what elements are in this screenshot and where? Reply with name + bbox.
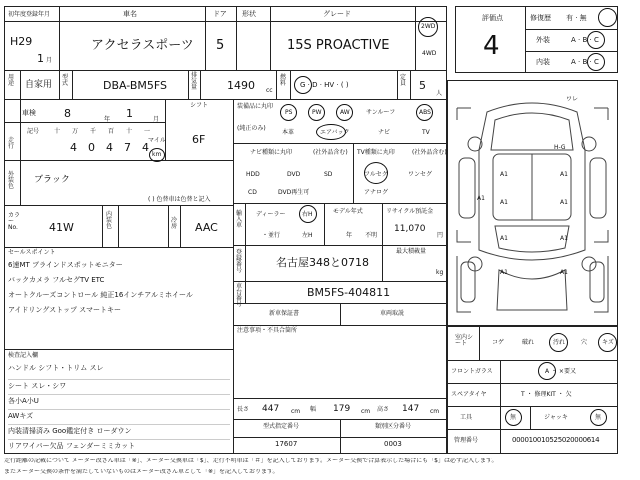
inspection-month: 1 (126, 107, 133, 120)
exterior-eval-options: A · B · C (571, 36, 599, 44)
model-year-label: モデル年式 (333, 208, 363, 215)
inspector-notes (8, 365, 230, 455)
score-value: 4 (483, 31, 500, 61)
equipment-subtitle: (純正のみ) (237, 125, 266, 132)
equip-aw: AW (340, 109, 350, 116)
interior-eval-circle (587, 53, 605, 71)
first-reg-label: 初年度登録年月 (8, 11, 51, 18)
length-value: 447 (262, 404, 280, 414)
import-label: 輸入車 (236, 210, 243, 229)
reg-month-unit: 月 (46, 57, 53, 64)
use-value: 自家用 (25, 80, 53, 90)
footer-line-1: 走行距離の記載について メーター改ざん車は「※」、メーター交換車は「$」、走行不明車は「＃」を記入しております。メーター交換で合算表示した場合にも「$」は必ず記入します。 (4, 458, 498, 464)
mile-label: マイル (148, 137, 166, 144)
shift-label: シフト (190, 102, 209, 109)
interior-eval-options: A · B · C (571, 58, 599, 66)
ext-color-note: ( ) 色替車は色替と記入 (148, 196, 211, 203)
diagram-label-a1: A1 (500, 235, 508, 242)
equip-leather: 本革 (282, 129, 295, 136)
max-load-label: 最大積載量 (396, 248, 427, 255)
grade-value: 15S PROACTIVE (287, 38, 390, 53)
width-value: 179 (333, 404, 351, 414)
sales-point-line: バックカメラ フルセグTV ETC (8, 276, 105, 284)
digit-label: 記号 (27, 128, 40, 135)
digit-label: 十 (54, 128, 61, 135)
import-dealer: ディーラー (256, 211, 286, 218)
type-no-value: 17607 (275, 440, 298, 448)
tv-fullseg: フルセグ (364, 171, 388, 178)
yen-unit: 円 (437, 232, 444, 239)
inspector-line: シート スレ・シワ (8, 380, 230, 395)
import-hand-right: 右H (302, 211, 313, 218)
sales-point-line: アイドリングストップ スマートキー (8, 306, 122, 314)
kg-unit: kg (436, 269, 444, 276)
diagram-label-a1: A1 (560, 171, 568, 178)
tools-label: 工具 (460, 414, 473, 421)
mileage-label: 走行 (8, 137, 15, 150)
chassis-no: BM5FS-404811 (307, 286, 391, 299)
displacement-value: 1490 (227, 79, 255, 92)
footer-line-2: またメーター交換の条件を満たしていないものはメーター改ざん車として「※」を記入しております。 (4, 469, 279, 475)
inspector-line: リアワイパー欠品 フェンダーミミカット (8, 442, 136, 450)
navi-dvd-play: DVD再生可 (278, 189, 310, 196)
sales-points-label: セールスポイント (8, 249, 56, 256)
diagram-label-hg: H-G (554, 144, 566, 151)
equip-tv: TV (422, 129, 430, 136)
ext-color-label: 外装色 (8, 171, 15, 190)
interior-eval-label: 内装 (536, 58, 550, 66)
recycle-value: 11,070 (394, 224, 426, 234)
height-label: 高さ (377, 406, 390, 413)
height-unit: cm (430, 408, 440, 415)
spare-options: T ・ 修理KIT ・ 欠 (521, 391, 572, 398)
door-count: 5 (216, 38, 225, 53)
recycle-label: リサイクル預託金 (386, 208, 434, 215)
mgmt-value: 000010010525020000614 (512, 436, 600, 444)
glass-label: フロントガラス (451, 368, 493, 375)
inspector-line: AWキズ (8, 410, 230, 425)
model-year-unit: 年 (346, 232, 353, 239)
notes-label: 注意事項・不具合箇所 (237, 327, 298, 334)
navi-cd: CD (248, 189, 257, 196)
navi-dvd: DVD (287, 171, 301, 178)
ac-value: AAC (195, 221, 218, 234)
inspector-line: 各小A小U (8, 395, 230, 410)
ext-color-value: ブラック (34, 175, 70, 185)
tools-value: 無 (510, 414, 517, 421)
digit-label: 十 (126, 128, 133, 135)
equip-pw: PW (312, 109, 322, 116)
diagram-label-a1: A1 (500, 199, 508, 206)
inspection-month-unit: 月 (153, 116, 160, 123)
sales-points-list (8, 262, 230, 322)
digit-label: 百 (108, 128, 115, 135)
drive-4wd: 4WD (422, 50, 437, 57)
car-name: アクセラスポーツ (91, 38, 194, 53)
score-label: 評価点 (482, 14, 503, 22)
equip-abs: ABS (419, 109, 431, 116)
seat-label: 室内シート (455, 334, 474, 347)
tv-note: (社外品含む) (412, 149, 447, 156)
seat-option: 破れ (522, 339, 535, 346)
drive-2wd: 2WD (421, 23, 436, 30)
capacity-value: 5 (419, 79, 426, 92)
equip-ps: PS (285, 109, 293, 116)
digit-label: 一 (144, 128, 151, 135)
sales-point-line: 6速MT ブラインドスポットモニター (8, 261, 123, 269)
digit-value: 4 (106, 141, 113, 154)
model-value: DBA-BM5FS (103, 79, 168, 92)
glass-options: A ・ ×要又 (545, 368, 576, 375)
fuel-label: 燃料 (280, 74, 287, 87)
inspector-line: 内装清掃済み Goo鑑定付き ローダウン (8, 425, 230, 440)
seat-option: 汚れ (553, 339, 566, 346)
color-code-value: 41W (49, 221, 74, 234)
type-no-label: 型式指定番号 (263, 423, 300, 430)
shape-label: 形状 (242, 10, 256, 18)
import-hand-left: 左H (302, 232, 313, 239)
digit-value: 4 (142, 141, 149, 154)
navi-hdd: HDD (246, 171, 260, 178)
digit-value: 0 (88, 141, 95, 154)
seat-option: キズ (602, 339, 614, 346)
inspector-line: ハンドル シフト・トリム スレ (8, 365, 230, 380)
reg-month: 1 (37, 52, 44, 65)
person-unit: 人 (436, 90, 443, 97)
height-value: 147 (402, 404, 420, 414)
km-label: km (152, 151, 162, 158)
mgmt-label: 管理番号 (454, 437, 479, 444)
diagram-label-a1: A1 (477, 195, 485, 202)
car-name-label: 車名 (123, 10, 137, 18)
class-no-value: 0003 (384, 440, 402, 448)
door-label: ドア (213, 10, 227, 18)
diagram-label-a1: A1 (560, 269, 568, 276)
width-unit: cm (361, 408, 371, 415)
tv-title: TV種類に丸印 (357, 149, 395, 156)
digit-label: 万 (72, 128, 79, 135)
seat-option: コゲ (492, 339, 505, 346)
chassis-label: 車台番号 (236, 283, 243, 308)
model-label: 型式 (62, 74, 69, 87)
ac-label: 冷房 (171, 217, 178, 230)
diagram-label-a1: A1 (500, 269, 508, 276)
jack-value: 無 (595, 414, 602, 421)
diagram-label-a1: A1 (500, 171, 508, 178)
width-label: 幅 (310, 406, 317, 413)
reg-no-label: 登録番号 (236, 249, 243, 274)
tv-analog: アナログ (364, 189, 389, 196)
shift-value: 6F (192, 133, 206, 146)
equipment-title: 装備品に丸印 (237, 103, 274, 110)
inspection-year: 8 (64, 107, 71, 120)
equip-navi: ナビ (378, 129, 391, 136)
degree-options: 有 · 無 (566, 14, 587, 22)
inspection-year-unit: 年 (104, 116, 111, 123)
inspection-label: 車検 (22, 109, 36, 117)
reg-plate: 名古屋348と0718 (276, 256, 369, 269)
manual-label: 車両取説 (380, 310, 405, 317)
cc-unit: cc (266, 87, 273, 94)
inspector-label: 検査記入欄 (8, 352, 39, 359)
import-parallel: ・並行 (262, 232, 281, 239)
navi-note: (社外品含む) (313, 149, 348, 156)
digit-value: 7 (124, 141, 131, 154)
fuel-options: G · D · HV · ( ) (300, 81, 349, 89)
exterior-eval-circle (587, 31, 605, 49)
spare-label: スペアタイヤ (451, 391, 487, 398)
capacity-label: 定員 (400, 74, 407, 87)
car-diagram (447, 80, 618, 326)
reg-year: H29 (10, 35, 33, 48)
degree-label: 修復歴 (530, 14, 551, 22)
navi-title: ナビ種類に丸印 (250, 149, 293, 156)
model-year-value: 不明 (365, 232, 378, 239)
grade-label: グレード (323, 10, 351, 18)
exterior-eval-label: 外装 (536, 36, 550, 44)
diagram-label-a1: A1 (560, 235, 568, 242)
use-label: 用途 (8, 74, 15, 87)
color-code-label: カラーNo. (8, 212, 21, 231)
mileage-digits (20, 126, 160, 156)
digit-value: 4 (70, 141, 77, 154)
degree-circle (598, 8, 617, 27)
length-unit: cm (291, 408, 301, 415)
int-color-label: 内装色 (106, 211, 113, 230)
warranty-label: 新車保証書 (269, 310, 300, 317)
digit-label: 千 (90, 128, 97, 135)
jack-label: ジャッキ (544, 414, 568, 421)
class-no-label: 類別区分番号 (375, 423, 412, 430)
sales-point-line: オートクルーズコントロール 純正16インチアルミホイール (8, 291, 193, 299)
diagram-label-a1: A1 (560, 199, 568, 206)
length-label: 長さ (237, 406, 250, 413)
diagram-label-crack: ワレ (566, 96, 579, 103)
equip-sunroof: サンルーフ (366, 109, 396, 116)
seat-option: 穴 (581, 339, 588, 346)
tv-oneseg: ワンセグ (408, 171, 433, 178)
navi-sd: SD (324, 171, 333, 178)
displacement-label: 排気量 (191, 72, 198, 91)
equip-airbag: エアバック (320, 129, 350, 136)
